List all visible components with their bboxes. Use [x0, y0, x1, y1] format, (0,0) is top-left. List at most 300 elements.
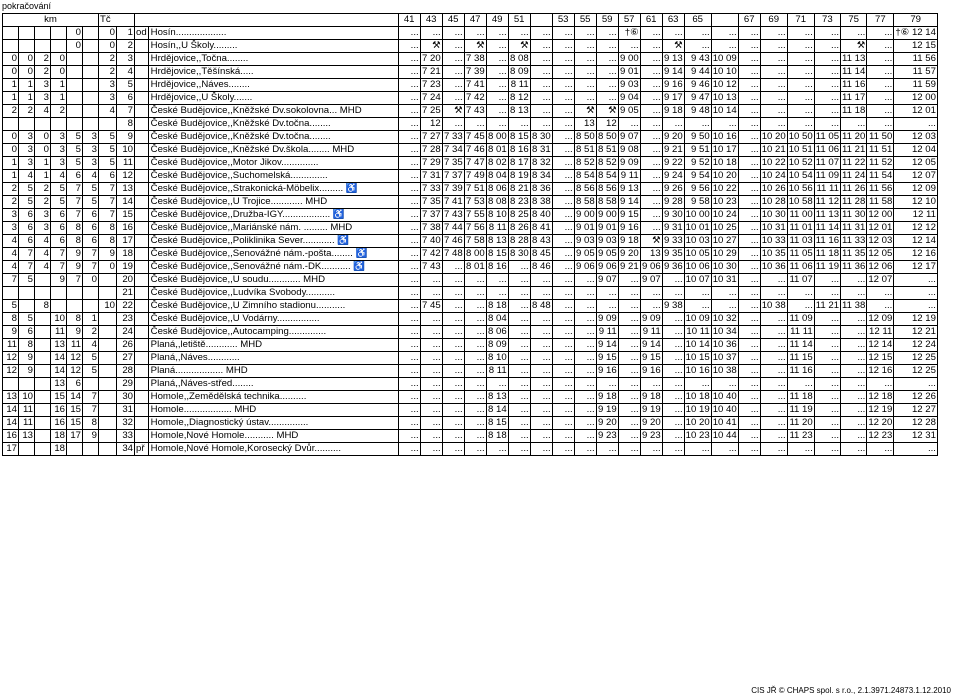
time-cell: 7 43	[421, 261, 441, 272]
time-cell: ...	[398, 157, 420, 170]
tc-cell	[99, 339, 117, 352]
km-cell: 9	[3, 326, 19, 339]
km-cell: 5	[67, 157, 83, 170]
tc-cell: 26	[117, 339, 135, 352]
time-cell: ...	[486, 27, 508, 40]
od-marker	[135, 157, 149, 170]
km-cell: 14	[51, 352, 67, 365]
time-cell: ...	[420, 391, 442, 404]
km-cell	[67, 443, 83, 456]
time-cell: ...	[684, 300, 711, 313]
time-cell: ...	[867, 79, 894, 92]
time-cell: 8 01	[487, 144, 507, 155]
time-cell: 10 19	[685, 404, 710, 415]
time-cell: 8 46	[531, 261, 551, 272]
time-cell: ...	[420, 287, 442, 300]
tc-cell: 8	[117, 118, 135, 131]
km-cell: 11	[19, 404, 35, 417]
time-cell: ...	[662, 391, 684, 404]
time-cell: 9 23	[597, 430, 617, 441]
time-cell: ...	[814, 365, 840, 378]
time-cell: 10 16	[685, 365, 710, 376]
time-cell: 7 53	[465, 196, 485, 207]
time-cell: 10 28	[761, 196, 786, 207]
time-cell: ...	[420, 274, 442, 287]
time-cell: ...	[508, 300, 530, 313]
tc-cell: 0	[99, 40, 117, 53]
tc-cell: 2	[99, 66, 117, 79]
time-cell: ...	[508, 27, 530, 40]
stop-name: České Budějovice,,Poliklinika Sever............ ♿	[148, 235, 398, 248]
time-cell: ...	[841, 443, 867, 456]
time-cell: 9 03	[575, 235, 595, 246]
time-cell: ...	[530, 53, 552, 66]
km-cell	[3, 378, 19, 391]
trip-number: 49	[486, 14, 508, 27]
time-cell: 9 51	[684, 144, 711, 157]
stop-name: Planá.................. MHD	[148, 365, 398, 378]
trip-number: 41	[398, 14, 420, 27]
time-cell: 11 18	[842, 105, 866, 116]
km-cell: 0	[3, 131, 19, 144]
time-cell: ...	[552, 131, 574, 144]
km-cell	[67, 105, 83, 118]
time-cell: 8 12	[509, 92, 529, 103]
time-cell: 7 48	[443, 248, 463, 259]
time-cell: ...	[574, 53, 596, 66]
time-cell: ...	[530, 118, 552, 131]
time-cell: 11 15	[787, 352, 814, 365]
tc-cell: 6	[117, 92, 135, 105]
km-cell: 10	[19, 391, 35, 404]
trip-number: 47	[464, 14, 486, 27]
time-cell: ...	[760, 27, 787, 40]
time-cell: ...	[398, 27, 420, 40]
km-cell: 3	[51, 131, 67, 144]
time-cell: 8 09	[509, 66, 529, 77]
od-marker	[135, 261, 149, 274]
stop-row	[3, 66, 938, 79]
time-cell: ...	[398, 222, 420, 235]
time-cell: ...	[867, 300, 894, 313]
time-cell: ...	[640, 209, 662, 222]
tc-cell: 29	[117, 378, 135, 391]
time-cell: ...	[552, 40, 574, 53]
time-cell: ...	[530, 365, 552, 378]
time-cell: 9 13	[619, 183, 639, 194]
km-cell: 5	[83, 352, 99, 365]
km-cell	[35, 27, 51, 40]
time-cell: ...	[760, 274, 787, 287]
time-cell: ...	[464, 287, 486, 300]
time-cell: ...	[530, 391, 552, 404]
trip-number: 55	[574, 14, 596, 27]
time-cell: 10 38	[761, 300, 786, 311]
time-cell: ...	[640, 170, 662, 183]
time-cell: ...	[508, 326, 530, 339]
km-cell: 15	[51, 391, 67, 404]
time-cell: ...	[738, 209, 760, 222]
time-cell: ...	[738, 248, 760, 261]
km-cell	[83, 118, 99, 131]
tc-cell: 15	[117, 209, 135, 222]
km-cell	[83, 92, 99, 105]
time-cell: 7 37	[421, 209, 441, 220]
time-cell: ...	[867, 287, 894, 300]
time-cell: 7 33	[443, 131, 463, 142]
stop-row	[3, 300, 938, 313]
time-cell: 12 23	[868, 430, 893, 441]
km-cell: 9	[67, 248, 83, 261]
km-cell: 7	[51, 248, 67, 261]
time-cell: ...	[552, 339, 574, 352]
time-cell: 12 03	[894, 131, 938, 144]
time-cell: 9 09	[597, 313, 617, 324]
time-cell: 11 21	[815, 300, 840, 311]
time-cell: 9 48	[684, 105, 711, 118]
time-cell: 10 06	[685, 261, 710, 272]
time-cell: ...	[508, 365, 530, 378]
time-cell: ...	[552, 157, 574, 170]
km-cell	[35, 391, 51, 404]
tc-cell: 33	[117, 430, 135, 443]
km-cell: 9	[51, 274, 67, 287]
time-cell: ...	[760, 92, 787, 105]
od-marker	[135, 66, 149, 79]
time-cell: ...	[398, 131, 420, 144]
od-marker	[135, 92, 149, 105]
km-cell: 9	[67, 326, 83, 339]
tc-cell	[99, 417, 117, 430]
time-cell: ...	[596, 443, 618, 456]
time-cell: ...	[552, 352, 574, 365]
km-cell: 1	[51, 92, 67, 105]
km-cell: 1	[3, 170, 19, 183]
time-cell: 8 54	[575, 170, 595, 181]
time-cell: ...	[552, 287, 574, 300]
time-cell: ...	[552, 196, 574, 209]
tc-cell: 21	[117, 287, 135, 300]
km-cell: 3	[83, 157, 99, 170]
time-cell: 11 01	[787, 222, 814, 235]
tc-cell: 8	[99, 235, 117, 248]
time-cell: 12 16	[894, 248, 938, 261]
km-cell	[67, 79, 83, 92]
time-cell: ⚒	[508, 40, 530, 53]
time-cell: 9 50	[684, 131, 711, 144]
km-cell: 7	[83, 261, 99, 274]
time-cell: ...	[508, 287, 530, 300]
time-cell: 10 07	[685, 274, 710, 285]
time-cell: ...	[420, 404, 442, 417]
time-cell: ...	[420, 27, 442, 40]
time-cell: ...	[618, 378, 640, 391]
time-cell: ...	[738, 313, 760, 326]
time-cell: ...	[760, 430, 787, 443]
time-cell: 10 37	[712, 352, 737, 363]
time-cell: ...	[508, 404, 530, 417]
time-cell: ...	[530, 378, 552, 391]
time-cell: 8 11	[508, 79, 530, 92]
time-cell: 8 13	[509, 105, 529, 116]
time-cell: ...	[530, 79, 552, 92]
time-cell: 8 25	[509, 209, 529, 220]
od-marker	[135, 170, 149, 183]
km-cell: 6	[51, 235, 67, 248]
time-cell: 8 56	[597, 183, 617, 194]
time-cell: 10 23	[685, 430, 710, 441]
time-cell: ...	[814, 326, 840, 339]
tc-cell: 27	[117, 352, 135, 365]
km-cell	[35, 326, 51, 339]
stop-row	[3, 27, 938, 40]
time-cell: ...	[552, 365, 574, 378]
time-cell: ...	[618, 326, 640, 339]
km-cell: 12	[3, 365, 19, 378]
time-cell: 11 14	[815, 222, 840, 233]
time-cell: ...	[738, 352, 760, 365]
stop-row	[3, 235, 938, 248]
km-cell: 16	[51, 404, 67, 417]
km-cell: 0	[67, 40, 83, 53]
time-cell: 9 11	[640, 326, 662, 339]
time-cell: ...	[464, 313, 486, 326]
time-cell: ...	[486, 378, 508, 391]
stop-name: České Budějovice,,Senovážné nám.-DK........... ♿	[148, 261, 398, 274]
stop-name: Planá,,Náves-střed........	[148, 378, 398, 391]
tc-cell: 3	[99, 79, 117, 92]
time-cell: 11 07	[787, 274, 814, 287]
time-cell: ...	[867, 443, 894, 456]
time-cell: ...	[662, 417, 684, 430]
time-cell: 10 58	[788, 196, 813, 207]
time-cell: 10 18	[712, 157, 737, 168]
time-cell: 7 44	[443, 222, 463, 233]
km-cell: 16	[51, 417, 67, 430]
time-cell: 10 14	[712, 105, 737, 116]
km-cell: 4	[19, 170, 35, 183]
time-cell: 11 16	[787, 365, 814, 378]
tc-cell: 5	[99, 157, 117, 170]
time-cell: ...	[530, 287, 552, 300]
header-row	[3, 14, 938, 27]
time-cell: ...	[574, 326, 596, 339]
tc-cell: 5	[99, 144, 117, 157]
time-cell: 9 16	[597, 365, 617, 376]
time-cell: ...	[618, 417, 640, 430]
km-cell	[35, 430, 51, 443]
time-cell: ...	[398, 79, 420, 92]
time-cell: ...	[760, 443, 787, 456]
time-cell: ...	[814, 404, 840, 417]
time-cell: ...	[841, 378, 867, 391]
time-cell: 9 14	[641, 339, 661, 350]
km-cell: 6	[19, 235, 35, 248]
km-cell: 5	[19, 313, 35, 326]
time-cell: ...	[552, 430, 574, 443]
time-cell: ...	[508, 417, 530, 430]
time-cell: ...	[760, 404, 787, 417]
time-cell: ...	[618, 404, 640, 417]
time-cell: 7 39	[465, 66, 485, 77]
km-cell	[51, 287, 67, 300]
time-cell: ...	[398, 287, 420, 300]
time-cell: 9 01	[597, 222, 617, 233]
time-cell: 11 35	[842, 248, 866, 259]
time-cell: 11 17	[842, 92, 866, 103]
km-cell	[67, 287, 83, 300]
time-cell: 11 13	[815, 209, 840, 220]
time-cell: 9 18	[663, 105, 683, 116]
od-marker	[135, 378, 149, 391]
stop-name: Hosín,,U Školy.........	[148, 40, 398, 53]
km-cell: 13	[3, 391, 19, 404]
time-cell: 9 24	[663, 170, 683, 181]
time-cell: 8 00	[465, 248, 485, 259]
time-cell: ...	[814, 79, 840, 92]
time-cell: ...	[530, 326, 552, 339]
time-cell: 8 51	[597, 144, 617, 155]
time-cell: ...	[640, 300, 662, 313]
time-cell: ...	[464, 365, 486, 378]
time-cell: ...	[552, 92, 574, 105]
tc-cell	[99, 378, 117, 391]
time-cell: 9 18	[619, 235, 639, 246]
km-cell: 5	[19, 274, 35, 287]
km-cell: 3	[35, 79, 51, 92]
time-cell: ...	[760, 339, 787, 352]
time-cell: 9 54	[684, 170, 711, 183]
tc-cell: 30	[117, 391, 135, 404]
time-cell: 8 14	[487, 404, 507, 415]
time-cell: ...	[738, 365, 760, 378]
time-cell: ...	[530, 339, 552, 352]
time-cell: ...	[596, 40, 618, 53]
km-cell: 10	[51, 313, 67, 326]
time-cell: ...	[552, 274, 574, 287]
trip-number: 65	[684, 14, 711, 27]
time-cell: ...	[662, 339, 684, 352]
time-cell: †⑥ 12 14	[895, 27, 936, 38]
time-cell: 10 23	[712, 196, 737, 207]
km-cell: 6	[19, 222, 35, 235]
time-cell: ...	[684, 378, 711, 391]
time-cell: ...	[574, 352, 596, 365]
time-cell: ...	[442, 417, 464, 430]
time-cell: 7 43	[443, 209, 463, 220]
time-cell: 10 18	[685, 391, 710, 402]
trip-number	[711, 14, 738, 27]
time-cell: 9 09	[619, 157, 639, 168]
time-cell: ...	[640, 92, 662, 105]
stop-row	[3, 157, 938, 170]
time-cell: ...	[787, 105, 814, 118]
km-cell: 3	[3, 222, 19, 235]
od-marker	[135, 144, 149, 157]
time-cell: ...	[464, 391, 486, 404]
km-cell: 16	[3, 430, 19, 443]
time-cell: 9 00	[575, 209, 595, 220]
time-cell: 12 27	[894, 404, 938, 417]
time-cell: 8 50	[575, 131, 595, 142]
time-cell: ...	[711, 300, 738, 313]
tc-cell	[99, 326, 117, 339]
tc-cell	[99, 313, 117, 326]
time-cell: 9 14	[663, 66, 683, 77]
time-cell: ...	[508, 443, 530, 456]
time-cell: 9 05	[597, 248, 617, 259]
stop-name: Planá,,Náves............	[148, 352, 398, 365]
trip-number: 63	[662, 14, 684, 27]
stop-row	[3, 274, 938, 287]
time-cell: ...	[574, 92, 596, 105]
time-cell: ...	[442, 53, 464, 66]
time-cell: 7 29	[421, 157, 441, 168]
time-cell: 7 40	[421, 235, 441, 246]
time-cell: 9 06	[641, 261, 661, 272]
time-cell: ...	[711, 378, 738, 391]
tc-cell: 23	[117, 313, 135, 326]
km-cell: 6	[19, 326, 35, 339]
time-cell: ...	[738, 391, 760, 404]
time-cell: 7 28	[421, 144, 441, 155]
time-cell: ...	[814, 274, 840, 287]
time-cell: 7 41	[443, 196, 463, 207]
km-cell	[19, 287, 35, 300]
time-cell: 8 45	[531, 248, 551, 259]
time-cell: ...	[618, 443, 640, 456]
stop-row	[3, 326, 938, 339]
time-cell: ...	[552, 222, 574, 235]
time-cell: ...	[640, 66, 662, 79]
time-cell: ...	[508, 313, 530, 326]
time-cell: ...	[814, 40, 840, 53]
time-cell: ...	[640, 157, 662, 170]
time-cell: 9 00	[597, 209, 617, 220]
time-cell: 7 46	[443, 235, 463, 246]
time-cell: ...	[508, 430, 530, 443]
time-cell: 9 44	[684, 66, 711, 79]
time-cell: 11 26	[842, 183, 866, 194]
time-cell: 11 20	[787, 417, 814, 430]
time-cell: ...	[464, 378, 486, 391]
time-cell: 10 26	[761, 183, 786, 194]
time-cell: ...	[486, 53, 508, 66]
time-cell: 9 06	[575, 261, 595, 272]
time-cell: ...	[398, 378, 420, 391]
time-cell: 8 28	[509, 235, 529, 246]
km-cell	[83, 378, 99, 391]
time-cell: ...	[711, 443, 738, 456]
time-cell: ...	[552, 326, 574, 339]
time-cell: ...	[760, 365, 787, 378]
time-cell: ...	[662, 287, 684, 300]
time-cell: ...	[398, 365, 420, 378]
tc-cell: 14	[117, 196, 135, 209]
stop-row	[3, 430, 938, 443]
time-cell: 12 20	[868, 417, 893, 428]
time-cell: ...	[486, 40, 508, 53]
tc-cell: 7	[99, 209, 117, 222]
km-cell	[19, 378, 35, 391]
km-cell: 7	[67, 274, 83, 287]
time-cell: ...	[841, 274, 867, 287]
time-cell: ...	[398, 235, 420, 248]
time-cell: 8 32	[531, 157, 551, 168]
time-cell: ...	[662, 326, 684, 339]
km-cell: 7	[83, 248, 99, 261]
trip-number: 53	[552, 14, 574, 27]
